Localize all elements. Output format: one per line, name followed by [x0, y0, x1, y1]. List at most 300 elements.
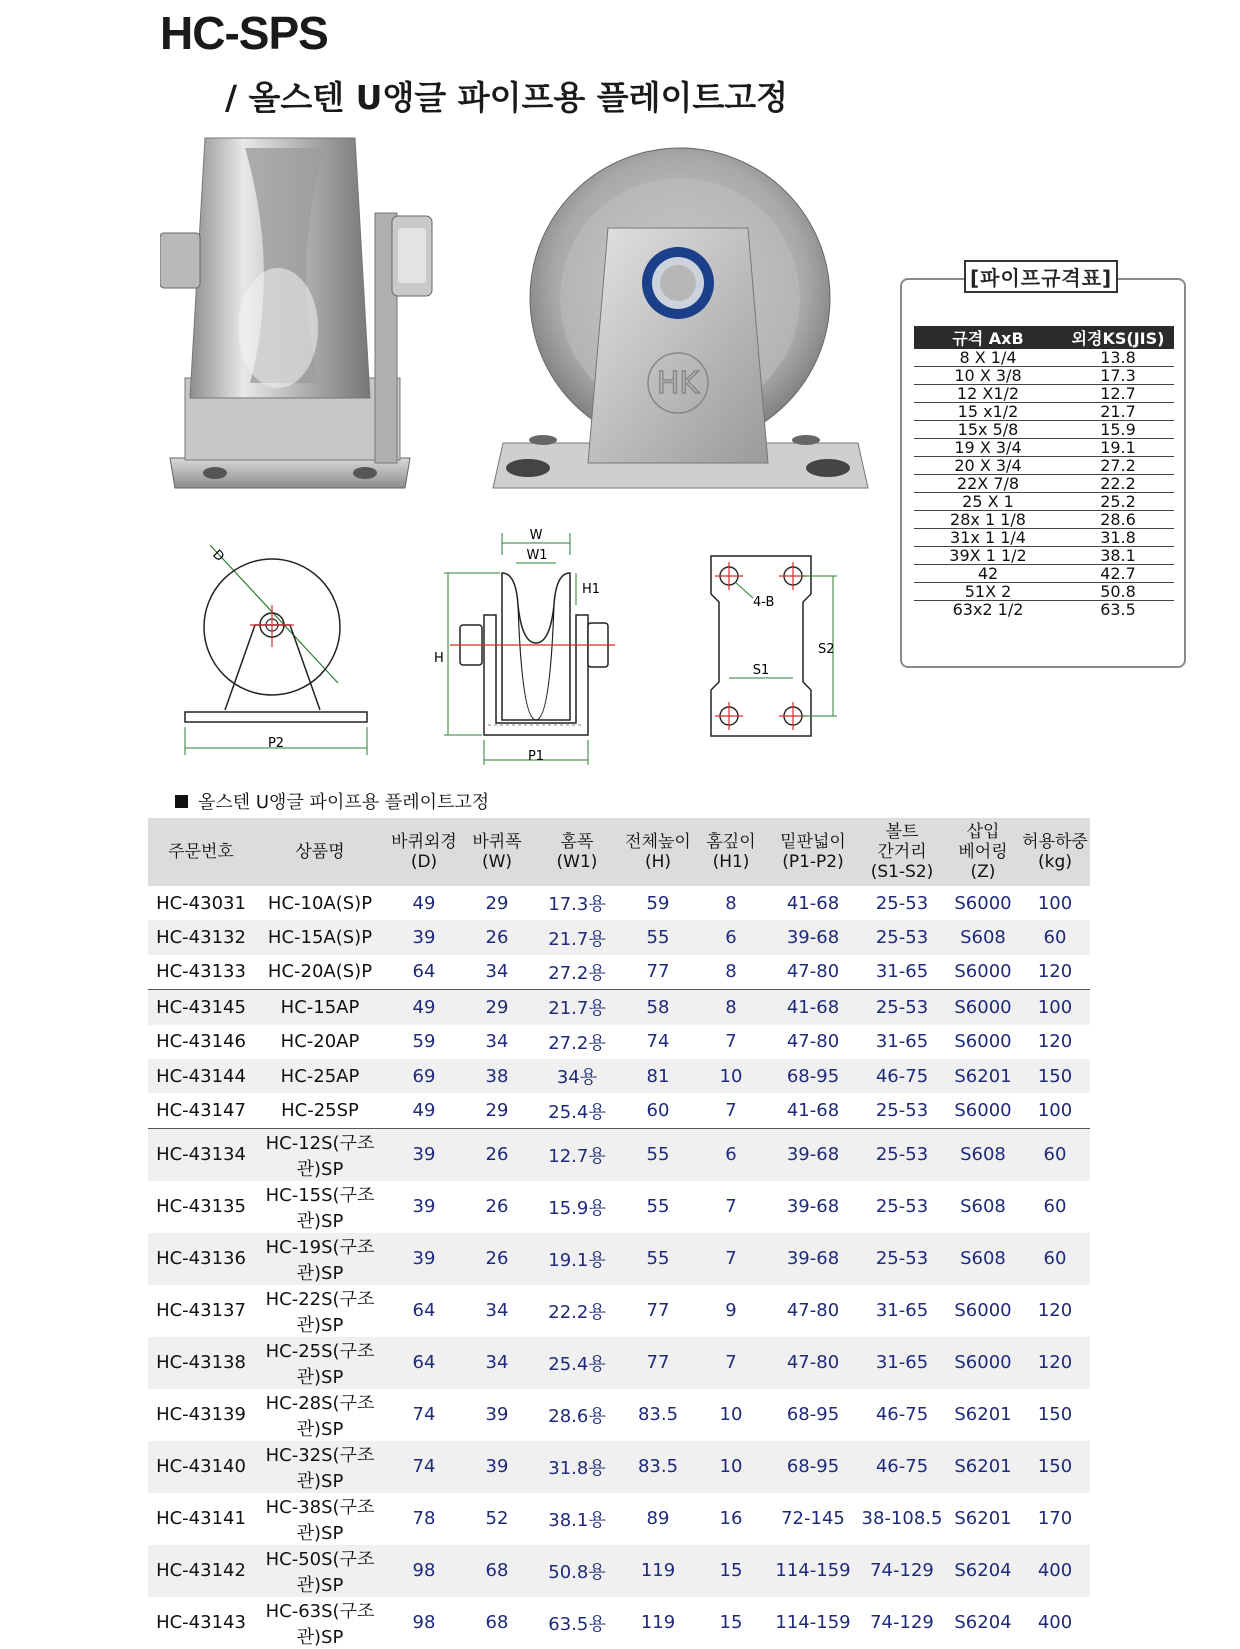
product-row	[148, 1059, 1090, 1093]
spec-value: 55	[622, 1128, 694, 1181]
pipe-spec-outer-diameter: 28.6	[1062, 511, 1174, 529]
spec-value: 25.4용	[548, 1101, 606, 1123]
pipe-spec-size: 8 X 1/4	[914, 349, 1062, 367]
spec-value: S608	[946, 1128, 1020, 1181]
pipe-spec-box	[900, 266, 1186, 668]
spec-value: 25-53	[858, 1128, 946, 1181]
spec-value: 8	[725, 892, 737, 914]
spec-value: 400	[1037, 1612, 1073, 1634]
pipe-spec-header-ks: 외경KS(JIS)	[1062, 326, 1174, 349]
spec-value: 46-75	[858, 1441, 946, 1493]
spec-value: 31-65	[875, 1031, 929, 1053]
label-p1: P1	[527, 749, 545, 764]
header-line: (S1-S2)	[870, 862, 934, 882]
spec-value: 98	[386, 1545, 462, 1597]
spec-value: S6201	[946, 1441, 1020, 1493]
spec-value: 46-75	[858, 1059, 946, 1093]
product-row	[148, 990, 1090, 1025]
label-p2: P2	[267, 736, 285, 751]
spec-value: S6000	[946, 1337, 1020, 1389]
pipe-spec-row	[914, 475, 1174, 493]
spec-value: 31-65	[875, 1300, 929, 1322]
product-row	[148, 955, 1090, 990]
spec-value: 74	[646, 1031, 670, 1053]
header-line: 홈폭	[560, 832, 594, 852]
spec-value: S6204	[954, 1612, 1012, 1634]
product-row	[148, 1493, 1090, 1545]
product-name: HC-12S(구조관)SP	[254, 1128, 386, 1181]
order-number: HC-43031	[156, 892, 246, 914]
header-line: 삽입	[966, 822, 1000, 842]
spec-value: S6201	[946, 1059, 1020, 1093]
spec-value: S608	[960, 1196, 1006, 1218]
header-line: 전체높이	[625, 832, 691, 852]
spec-value: 68-95	[768, 1441, 858, 1493]
spec-value: 59	[646, 892, 670, 914]
header-line: (P1-P2)	[782, 852, 844, 872]
spec-value: 64	[386, 1337, 462, 1389]
product-table	[148, 818, 1090, 1649]
spec-value: 68-95	[786, 1404, 840, 1426]
spec-value: 7	[725, 1196, 737, 1218]
spec-value: 77	[646, 1300, 670, 1322]
spec-value: 400	[1020, 1545, 1090, 1597]
product-table-header	[386, 818, 462, 886]
spec-value: 12.7용	[532, 1128, 622, 1181]
spec-value: 100	[1037, 1100, 1073, 1122]
spec-value: 27.2용	[548, 1032, 606, 1054]
pipe-spec-size: 28x 1 1/8	[914, 511, 1062, 529]
spec-value: 60	[646, 1100, 670, 1122]
header-line: 허용하중	[1022, 832, 1088, 852]
spec-value: 49	[412, 892, 436, 914]
product-name: HC-22S(구조관)SP	[265, 1288, 375, 1336]
spec-value: 22.2용	[548, 1301, 606, 1323]
order-number: HC-43134	[148, 1128, 254, 1181]
label-s1: S1	[752, 663, 770, 678]
order-number: HC-43143	[156, 1612, 246, 1634]
spec-value: 49	[386, 990, 462, 1025]
pipe-spec-outer-diameter: 50.8	[1062, 583, 1174, 601]
label-h: H	[434, 651, 444, 666]
product-table-header	[254, 818, 386, 886]
spec-value: 34	[485, 1031, 509, 1053]
spec-value: 60	[1020, 1233, 1090, 1285]
pipe-spec-row	[914, 439, 1174, 457]
product-table-header	[946, 818, 1020, 886]
label-h1: H1	[582, 582, 601, 597]
product-row	[148, 1441, 1090, 1493]
spec-value: 170	[1037, 1508, 1073, 1530]
spec-value: 119	[622, 1545, 694, 1597]
header-line: 바퀴외경	[391, 832, 457, 852]
spec-value: 55	[622, 920, 694, 954]
spec-value: 72-145	[781, 1508, 845, 1530]
order-number: HC-43144	[148, 1059, 254, 1093]
page-subtitle: / 올스텐 U앵글 파이프용 플레이트고정	[225, 78, 788, 117]
product-row	[148, 1181, 1090, 1233]
header-line: 홈깊이	[706, 832, 756, 852]
pipe-spec-size: 22X 7/8	[914, 475, 1062, 493]
spec-value: 120	[1037, 961, 1073, 983]
pipe-spec-size: 42	[914, 565, 1062, 583]
spec-value: 49	[412, 1100, 436, 1122]
spec-value: 150	[1020, 1059, 1090, 1093]
pipe-spec-row	[914, 511, 1174, 529]
product-name: HC-19S(구조관)SP	[254, 1233, 386, 1285]
pipe-spec-row	[914, 421, 1174, 439]
spec-value: S6201	[954, 1404, 1012, 1426]
product-photo-side	[160, 128, 440, 500]
spec-value: 60	[1043, 1196, 1067, 1218]
spec-value: 28.6용	[548, 1405, 606, 1427]
product-table-header	[622, 818, 694, 886]
pipe-spec-outer-diameter: 63.5	[1062, 601, 1174, 619]
product-name: HC-15A(S)P	[254, 920, 386, 954]
pipe-spec-outer-diameter: 22.2	[1062, 475, 1174, 493]
order-number: HC-43141	[156, 1508, 246, 1530]
pipe-spec-row	[914, 493, 1174, 511]
spec-value: 34용	[532, 1059, 622, 1093]
pipe-spec-size: 25 X 1	[914, 493, 1062, 511]
pipe-spec-size: 19 X 3/4	[914, 439, 1062, 457]
spec-value: 38-108.5	[861, 1508, 943, 1530]
pipe-spec-outer-diameter: 15.9	[1062, 421, 1174, 439]
spec-value: 7	[694, 1337, 768, 1389]
spec-value: 34	[485, 1300, 509, 1322]
spec-value: 25-53	[858, 1233, 946, 1285]
product-table-header	[148, 818, 254, 886]
spec-value: 8	[725, 961, 737, 983]
spec-value: 7	[725, 1031, 737, 1053]
drawing-side-view	[180, 535, 375, 760]
spec-value: 47-80	[768, 1337, 858, 1389]
order-number: HC-43138	[148, 1337, 254, 1389]
spec-value: 29	[462, 990, 532, 1025]
product-name: HC-63S(구조관)SP	[265, 1600, 375, 1648]
order-number: HC-43136	[148, 1233, 254, 1285]
spec-value: 8	[694, 990, 768, 1025]
spec-value: 19.1용	[532, 1233, 622, 1285]
header-line: (H1)	[712, 852, 750, 872]
spec-value: 15.9용	[548, 1197, 606, 1219]
header-line: 밑판넓이	[780, 832, 846, 852]
spec-value: 47-80	[786, 1300, 840, 1322]
spec-value: 119	[640, 1612, 676, 1634]
spec-value: 31.8용	[532, 1441, 622, 1493]
spec-value: 21.7용	[532, 920, 622, 954]
spec-value: 50.8용	[532, 1545, 622, 1597]
spec-value: 114-159	[768, 1545, 858, 1597]
product-name: HC-32S(구조관)SP	[254, 1441, 386, 1493]
spec-value: 6	[694, 920, 768, 954]
spec-value: 25-53	[858, 990, 946, 1025]
order-number: HC-43139	[156, 1404, 246, 1426]
pipe-spec-size: 63x2 1/2	[914, 601, 1062, 619]
header-line: (H)	[644, 852, 672, 872]
spec-value: S6000	[954, 1100, 1012, 1122]
spec-value: 39-68	[786, 1196, 840, 1218]
spec-value: 7	[725, 1100, 737, 1122]
pipe-spec-row	[914, 403, 1174, 421]
spec-value: 60	[1020, 1128, 1090, 1181]
spec-value: 39-68	[768, 1233, 858, 1285]
spec-value: 120	[1020, 1337, 1090, 1389]
pipe-spec-row	[914, 457, 1174, 475]
spec-value: S608	[946, 1233, 1020, 1285]
product-name: HC-10A(S)P	[267, 892, 373, 914]
spec-value: 41-68	[786, 1100, 840, 1122]
header-line: 베어링	[958, 842, 1008, 862]
header-line: (Z)	[970, 862, 996, 882]
spec-value: 64	[412, 961, 436, 983]
spec-value: 25-53	[875, 1196, 929, 1218]
spec-value: 38.1용	[548, 1509, 606, 1531]
product-photo-front	[488, 128, 872, 500]
spec-value: 68-95	[768, 1059, 858, 1093]
spec-value: 46-75	[875, 1404, 929, 1426]
header-line: (W)	[481, 852, 513, 872]
pipe-spec-outer-diameter: 21.7	[1062, 403, 1174, 421]
spec-value: 39	[386, 1233, 462, 1285]
spec-value: 7	[694, 1233, 768, 1285]
section-heading	[175, 788, 489, 814]
spec-value: 15	[719, 1612, 743, 1634]
product-name: HC-20AP	[280, 1031, 360, 1053]
header-line: (D)	[410, 852, 438, 872]
label-s2: S2	[818, 642, 835, 657]
product-name: HC-20A(S)P	[267, 961, 373, 983]
spec-value: 31-65	[858, 1337, 946, 1389]
header-line: 상품명	[295, 842, 345, 862]
spec-value: 120	[1037, 1031, 1073, 1053]
spec-value: 9	[725, 1300, 737, 1322]
spec-value: 38	[462, 1059, 532, 1093]
spec-value: 120	[1037, 1300, 1073, 1322]
product-row	[148, 1337, 1090, 1389]
order-number: HC-43147	[156, 1100, 246, 1122]
pipe-spec-size: 20 X 3/4	[914, 457, 1062, 475]
product-table-header	[532, 818, 622, 886]
spec-value: 41-68	[786, 892, 840, 914]
spec-value: 26	[485, 1196, 509, 1218]
spec-value: 25-53	[875, 1100, 929, 1122]
pipe-spec-header-ab: 규격 AxB	[914, 326, 1062, 349]
order-number: HC-43133	[156, 961, 246, 983]
product-row	[148, 886, 1090, 920]
label-w1: W1	[526, 548, 548, 563]
pipe-spec-table	[914, 326, 1174, 618]
pipe-spec-size: 12 X1/2	[914, 385, 1062, 403]
spec-value: 26	[462, 920, 532, 954]
spec-value: S6204	[946, 1545, 1020, 1597]
spec-value: 55	[622, 1233, 694, 1285]
spec-value: 21.7용	[532, 990, 622, 1025]
product-name: HC-28S(구조관)SP	[265, 1392, 375, 1440]
spec-value: S6000	[954, 1300, 1012, 1322]
pipe-spec-row	[914, 583, 1174, 601]
order-number: HC-43145	[148, 990, 254, 1025]
product-row	[148, 920, 1090, 954]
spec-value: 6	[694, 1128, 768, 1181]
spec-value: 100	[1020, 990, 1090, 1025]
spec-value: 25.4용	[532, 1337, 622, 1389]
spec-value: 89	[646, 1508, 670, 1530]
spec-value: 150	[1020, 1441, 1090, 1493]
drawing-plate-view	[705, 550, 845, 740]
product-row	[148, 1597, 1090, 1649]
pipe-spec-size: 51X 2	[914, 583, 1062, 601]
spec-value: 98	[412, 1612, 436, 1634]
spec-value: 55	[646, 1196, 670, 1218]
pipe-spec-outer-diameter: 17.3	[1062, 367, 1174, 385]
spec-value: 29	[485, 1100, 509, 1122]
pipe-spec-size: 39X 1 1/2	[914, 547, 1062, 565]
product-row	[148, 1545, 1090, 1597]
spec-value: 77	[646, 961, 670, 983]
pipe-spec-outer-diameter: 27.2	[1062, 457, 1174, 475]
spec-value: 10	[719, 1404, 743, 1426]
order-number: HC-43142	[148, 1545, 254, 1597]
spec-value: 26	[462, 1233, 532, 1285]
spec-value: 83.5	[637, 1404, 679, 1426]
spec-value: 68	[485, 1612, 509, 1634]
pipe-spec-row	[914, 367, 1174, 385]
spec-value: 100	[1037, 892, 1073, 914]
spec-value: S6201	[954, 1508, 1012, 1530]
spec-value: 47-80	[786, 961, 840, 983]
label-w: W	[529, 528, 543, 543]
product-row	[148, 1285, 1090, 1337]
product-name: HC-25S(구조관)SP	[254, 1337, 386, 1389]
product-row	[148, 1128, 1090, 1181]
pipe-spec-row	[914, 385, 1174, 403]
product-table-header	[1020, 818, 1090, 886]
spec-value: 74-129	[870, 1612, 934, 1634]
spec-value: 15	[694, 1545, 768, 1597]
spec-value: S6000	[946, 990, 1020, 1025]
spec-value: S6000	[954, 961, 1012, 983]
spec-value: 74	[412, 1404, 436, 1426]
product-row	[148, 1025, 1090, 1059]
header-line: 간거리	[877, 842, 927, 862]
spec-value: 68	[462, 1545, 532, 1597]
spec-value: 114-159	[775, 1612, 851, 1634]
header-line: 볼트	[885, 822, 919, 842]
pipe-spec-outer-diameter: 25.2	[1062, 493, 1174, 511]
spec-value: 39	[485, 1404, 509, 1426]
spec-value: 58	[622, 990, 694, 1025]
spec-value: 34	[462, 1337, 532, 1389]
pipe-spec-row	[914, 547, 1174, 565]
pipe-spec-title: [파이프규격표]	[964, 260, 1118, 293]
spec-value: S6000	[954, 892, 1012, 914]
pipe-spec-row	[914, 529, 1174, 547]
spec-value: 74	[386, 1441, 462, 1493]
order-number: HC-43132	[148, 920, 254, 954]
pipe-spec-size: 10 X 3/8	[914, 367, 1062, 385]
product-table-header	[694, 818, 768, 886]
section-heading-text: 올스텐 U앵글 파이프용 플레이트고정	[198, 792, 490, 813]
product-name: HC-25SP	[281, 1100, 359, 1122]
product-row	[148, 1389, 1090, 1441]
pipe-spec-outer-diameter: 42.7	[1062, 565, 1174, 583]
spec-value: S6000	[954, 1031, 1012, 1053]
header-line: (W1)	[556, 852, 598, 872]
spec-value: 39	[462, 1441, 532, 1493]
bullet-square-icon	[175, 795, 188, 808]
spec-value: 77	[622, 1337, 694, 1389]
spec-value: 16	[719, 1508, 743, 1530]
pipe-spec-outer-diameter: 19.1	[1062, 439, 1174, 457]
pipe-spec-size: 15x 5/8	[914, 421, 1062, 439]
pipe-spec-row	[914, 565, 1174, 583]
spec-value: 47-80	[786, 1031, 840, 1053]
product-name: HC-15AP	[254, 990, 386, 1025]
spec-value: 10	[694, 1059, 768, 1093]
spec-value: 83.5	[622, 1441, 694, 1493]
pipe-spec-outer-diameter: 12.7	[1062, 385, 1174, 403]
pipe-spec-outer-diameter: 31.8	[1062, 529, 1174, 547]
pipe-spec-size: 15 x1/2	[914, 403, 1062, 421]
product-table-header	[768, 818, 858, 886]
order-number: HC-43135	[156, 1196, 246, 1218]
order-number: HC-43146	[156, 1031, 246, 1053]
product-row	[148, 1233, 1090, 1285]
spec-value: 59	[412, 1031, 436, 1053]
spec-value: 39	[386, 1128, 462, 1181]
product-table-header	[462, 818, 532, 886]
spec-value: 17.3용	[548, 894, 606, 916]
hk-logo: HK	[656, 366, 700, 401]
page-title: HC-SPS	[160, 7, 328, 59]
pipe-spec-row	[914, 601, 1174, 619]
spec-value: 150	[1037, 1404, 1073, 1426]
spec-value: 74-129	[858, 1545, 946, 1597]
spec-value: 39	[412, 1196, 436, 1218]
spec-value: 78	[412, 1508, 436, 1530]
drawing-front-view	[430, 525, 620, 765]
pipe-spec-outer-diameter: 38.1	[1062, 547, 1174, 565]
order-number: HC-43137	[156, 1300, 246, 1322]
spec-value: 27.2용	[548, 962, 606, 984]
spec-value: 39	[386, 920, 462, 954]
label-4b: 4-B	[753, 595, 775, 610]
spec-value: 39-68	[768, 1128, 858, 1181]
spec-value: 81	[622, 1059, 694, 1093]
product-row	[148, 1093, 1090, 1128]
spec-value: 25-53	[875, 892, 929, 914]
header-line: 바퀴폭	[472, 832, 522, 852]
header-line: (kg)	[1038, 852, 1072, 872]
order-number: HC-43140	[148, 1441, 254, 1493]
spec-value: 60	[1020, 920, 1090, 954]
header-line: 주문번호	[168, 842, 234, 862]
product-name: HC-15S(구조관)SP	[265, 1184, 375, 1232]
spec-value: 26	[462, 1128, 532, 1181]
product-name: HC-38S(구조관)SP	[265, 1496, 375, 1544]
spec-value: 31-65	[875, 961, 929, 983]
spec-value: 10	[694, 1441, 768, 1493]
pipe-spec-size: 31x 1 1/4	[914, 529, 1062, 547]
pipe-spec-row	[914, 349, 1174, 367]
product-name: HC-50S(구조관)SP	[254, 1545, 386, 1597]
spec-value: 34	[485, 961, 509, 983]
spec-value: 41-68	[768, 990, 858, 1025]
spec-value: 25-53	[858, 920, 946, 954]
spec-value: 39-68	[768, 920, 858, 954]
product-table-header	[858, 818, 946, 886]
